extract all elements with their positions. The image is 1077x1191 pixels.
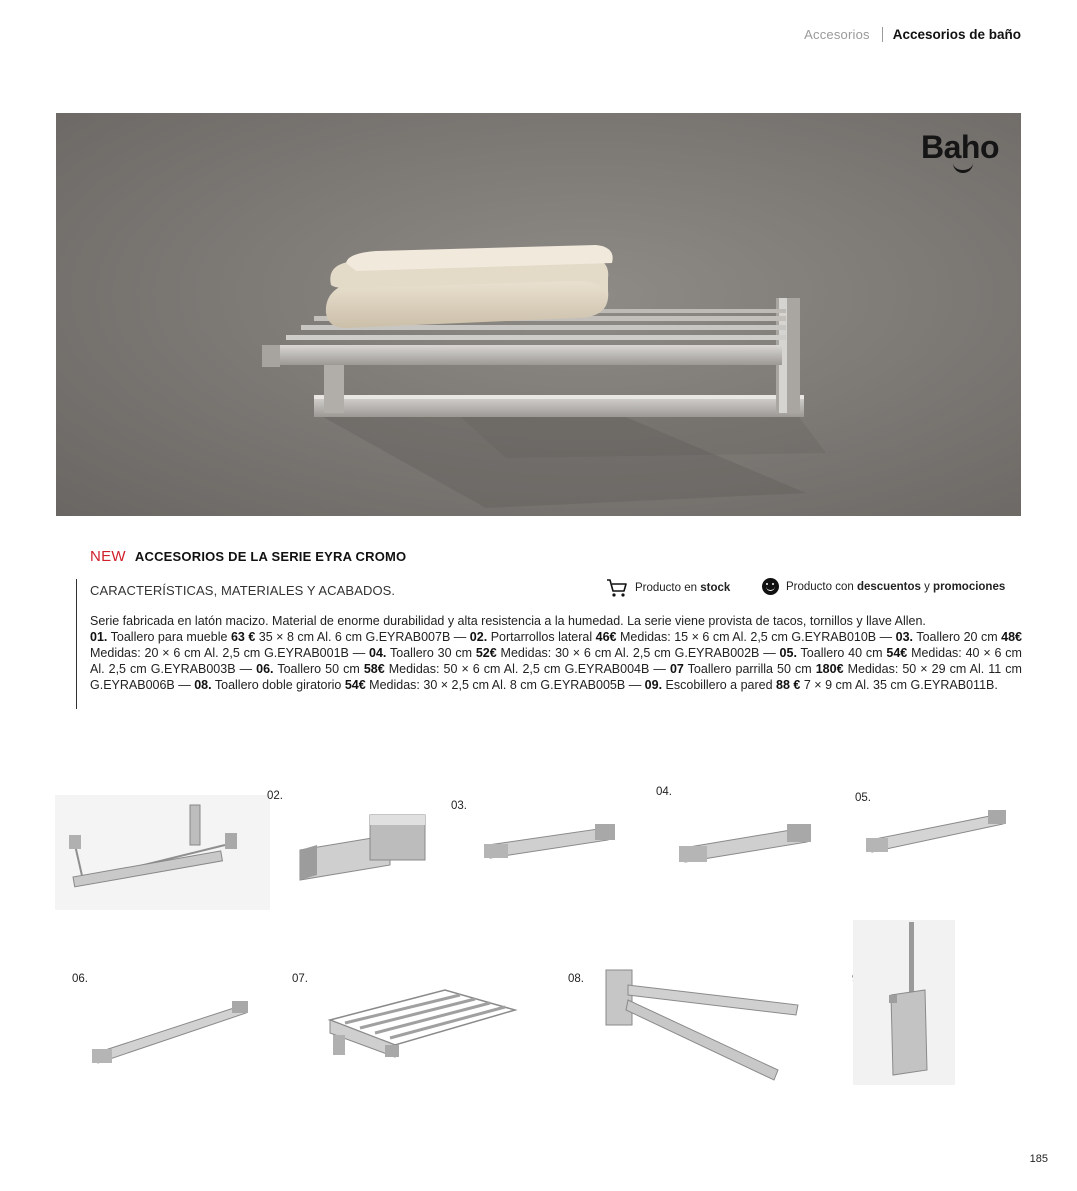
item-01: 01. Toallero para mueble 63 € 35 × 8 cm Al. 6 cm G.EYRAB007B — (90, 630, 467, 644)
product-image-toilet-brush-holder[interactable] (853, 920, 955, 1085)
breadcrumb-divider (882, 27, 883, 42)
item-06: 06. Toallero 50 cm 58€ Medidas: 50 × 6 cm Al. 2,5 cm G.EYRAB004B — (256, 662, 666, 676)
series-title: ACCESORIOS DE LA SERIE EYRA CROMO (134, 549, 407, 564)
item-05: 05. Toallero 40 cm 54€ Medidas: 40 × 6 cm Al. 2,5 cm G.EYRAB003B — (90, 646, 1022, 676)
product-image-towel-shelf-grid[interactable] (325, 985, 520, 1070)
item-03: 03. Toallero 20 cm 48€ Medidas: 20 × 6 cm Al. 2,5 cm G.EYRAB001B — (90, 630, 1022, 660)
items-list (90, 629, 1022, 693)
features-subheading: CARACTERÍSTICAS, MATERIALES Y ACABADOS. (90, 583, 396, 598)
product-image-towel-rail-50[interactable] (88, 995, 258, 1075)
new-badge: NEW (90, 548, 126, 565)
section-heading (90, 548, 406, 565)
hero-photo (56, 113, 1021, 516)
product-label-07: 07. (292, 973, 308, 985)
smiley-icon (762, 578, 779, 595)
legend-stock-text: Producto en stock (635, 582, 731, 594)
product-image-towel-rail-30[interactable] (675, 810, 820, 880)
product-image-toilet-roll-holder[interactable] (295, 805, 440, 890)
product-image-double-swivel-rail[interactable] (598, 965, 808, 1085)
brand-logo: Baho (921, 129, 999, 165)
product-image-towel-rail-20[interactable] (480, 810, 620, 880)
breadcrumb-current: Accesorios de baño (892, 27, 1021, 42)
product-label-06: 06. (72, 973, 88, 985)
legend-promo (762, 578, 1005, 595)
breadcrumb (804, 27, 1021, 42)
item-09: 09. Escobillero a pared 88 € 7 × 9 cm Al. 35 cm G.EYRAB011B. (644, 678, 998, 692)
shopping-cart-icon (606, 578, 628, 598)
product-description (90, 613, 1022, 693)
intro-text: Serie fabricada en latón macizo. Material de enorme durabilidad y alta resistencia a la humedad. La serie viene provista de tacos, tornillos y llave Allen. (90, 614, 926, 628)
product-image-towel-rail-cabinet[interactable] (55, 795, 270, 910)
towel-rack-photo (56, 113, 1021, 516)
product-label-05: 05. (855, 792, 871, 804)
legend-stock (606, 578, 730, 598)
item-02: 02. Portarrollos lateral 46€ Medidas: 15 × 6 cm Al. 2,5 cm G.EYRAB010B — (469, 630, 893, 644)
product-label-04: 04. (656, 786, 672, 798)
product-label-03: 03. (451, 800, 467, 812)
product-label-02: 02. (267, 790, 283, 802)
legend-promo-text: Producto con descuentos y promociones (786, 580, 1006, 593)
item-04: 04. Toallero 30 cm 52€ Medidas: 30 × 6 cm Al. 2,5 cm G.EYRAB002B — (369, 646, 776, 660)
breadcrumb-section[interactable]: Accesorios (804, 27, 870, 42)
item-07: 07 Toallero parrilla 50 cm 180€ Medidas: 50 × 29 cm Al. 11 cm G.EYRAB006B — (90, 662, 1022, 692)
page-number: 185 (1029, 1153, 1048, 1165)
product-label-08: 08. (568, 973, 584, 985)
left-accent-bar (76, 579, 77, 709)
product-image-towel-rail-40[interactable] (860, 800, 1015, 870)
item-08: 08. Toallero doble giratorio 54€ Medidas: 30 × 2,5 cm Al. 8 cm G.EYRAB005B — (194, 678, 642, 692)
